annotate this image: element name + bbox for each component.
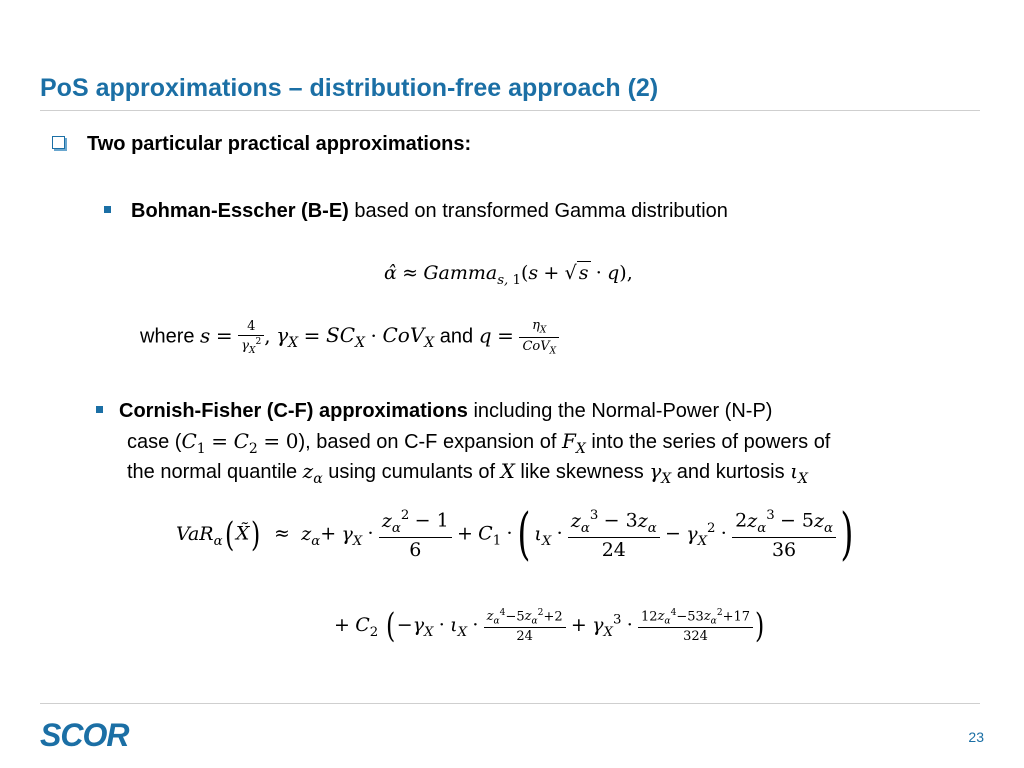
cf-line2-c: into the series of powers of [585,431,831,453]
cf-line2-a: case ( [127,431,182,453]
be-text: based on transformed Gamma distribution [348,200,728,222]
be-where-line: where s = $\frac{4}{\gamma_X^2}$ , $\gamma_X = SC_X \cdot CoV_X$ and q = $\frac{\eta_X}{CoV_X}$ [140,318,559,356]
cf-line3: the normal quantile $z_\alpha$ using cumulants of X like skewness $\gamma_X$ and kurtosis $\iota_X$ [127,459,808,487]
cf-line1-rest: including the Normal-Power (N-P) [467,400,773,422]
intro-label: Two particular practical approximations: [87,133,472,155]
and-label: and [439,325,474,348]
title-divider [40,110,980,111]
where-label: where [140,325,195,348]
square-bullet-icon [104,206,111,213]
checkbox-bullet-icon [52,136,65,149]
cf-formula-line1: VaR$_\alpha$( X̃) ≈ $z_\alpha+ \gamma_X$ · $\frac{z_\alpha^2 - 1}{6}$ + $C_1$ ·( $\iota_X$ · $\frac{z_\alpha^3 - 3z_\alpha}{24}$ − $\gamma_X^2$ · $\frac{2z_\alpha^3 - 5z_\alpha}{36}$ ) [176,502,854,567]
cf-line3-b: using cumulants of [322,461,501,483]
cf-line2: case $(C_1 = C_2 = 0)$, based on C-F expansion of $F_X$ into the series of powers of [127,429,831,457]
be-bullet [104,196,728,226]
cf-line3-a: the normal quantile [127,461,303,483]
be-formula: α̂ ≈ Gamma$_{s,}$ $_1$(s + √ s · q), [384,262,633,288]
page-title: PoS approximations – distribution-free approach (2) [40,74,659,102]
page-number: 23 [968,729,984,745]
cf-line3-c: like skewness [514,461,650,483]
cf-line3-d: and kurtosis [671,461,791,483]
be-bold: Bohman-Esscher (B-E) [131,200,349,222]
scor-logo: SCOR [40,717,129,753]
square-bullet-icon [96,406,103,413]
cf-line2-b: ), based on C-F expansion of [298,431,562,453]
footer-divider [40,703,980,704]
cf-bullet [96,396,772,426]
cf-formula-line2: + $C_2$ ( $-\gamma_X \cdot \iota_X$ · $\frac{z_\alpha^4-5z_\alpha^2+2}{24}$ + $\gamma_X^3$ · $\frac{12z_\alpha^4-53z_\alpha^2+17}{324}$ ) [334,606,765,646]
intro-bullet [52,133,471,156]
cf-bold: Cornish-Fisher (C-F) approximations [119,400,468,422]
